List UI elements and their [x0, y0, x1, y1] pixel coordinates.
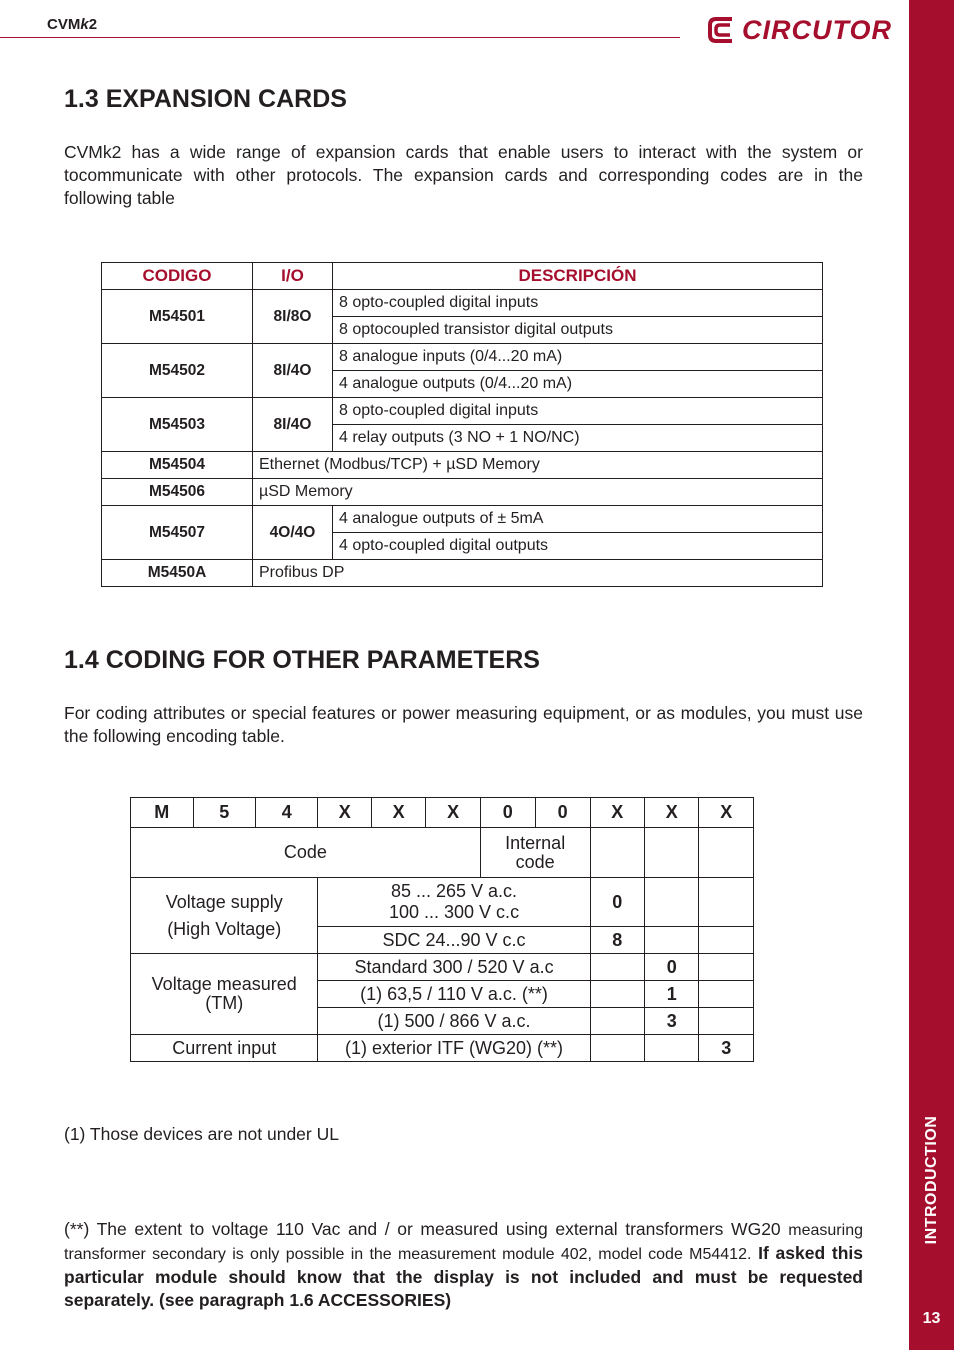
- table-row: [131, 878, 754, 927]
- section-title-coding: 1.4 CODING FOR OTHER PARAMETERS: [64, 646, 540, 674]
- code-value: 8: [590, 927, 644, 954]
- card-description: 8 opto-coupled digital inputs: [333, 290, 823, 317]
- circutor-logo: [706, 13, 893, 47]
- table-row: [131, 1035, 754, 1062]
- card-code: M54507: [102, 506, 253, 560]
- code-value: 0: [590, 878, 644, 927]
- card-io: 8I/4O: [253, 398, 333, 452]
- code-char: 4: [256, 798, 318, 828]
- card-code: M54503: [102, 398, 253, 452]
- voltage-measured-option: (1) 63,5 / 110 V a.c. (**): [318, 981, 590, 1008]
- code-char: 0: [480, 798, 535, 828]
- card-code: M5450A: [102, 560, 253, 587]
- section-paragraph: CVMk2 has a wide range of expansion cards that enable users to interact with the system or tocommunicate with other protocols. The expansion cards and corresponding codes are in the following table: [64, 142, 863, 208]
- card-io: 8I/4O: [253, 344, 333, 398]
- column-header-io: I/O: [253, 263, 333, 290]
- voltage-measured-option: (1) 500 / 866 V a.c.: [318, 1008, 590, 1035]
- voltage-measured-label: Voltage measured (TM): [131, 954, 318, 1035]
- footnote-ul: (1) Those devices are not under UL: [64, 1124, 339, 1144]
- code-char: X: [590, 798, 644, 828]
- code-label: Code: [131, 828, 481, 878]
- card-description: µSD Memory: [253, 479, 823, 506]
- voltage-supply-label: Voltage supply (High Voltage): [131, 878, 318, 954]
- current-input-label: Current input: [131, 1035, 318, 1062]
- code-value: 0: [645, 954, 699, 981]
- card-description: 8 optocoupled transistor digital outputs: [333, 317, 823, 344]
- code-char: X: [318, 798, 371, 828]
- brand-name: CIRCUTOR: [742, 15, 893, 45]
- table-row: [102, 479, 823, 506]
- table-row: [131, 954, 754, 981]
- card-code: M54501: [102, 290, 253, 344]
- card-io: 8I/8O: [253, 290, 333, 344]
- circutor-logo-icon: [706, 13, 740, 47]
- column-header-code: CODIGO: [102, 263, 253, 290]
- table-row: [102, 506, 823, 533]
- card-description: 8 analogue inputs (0/4...20 mA): [333, 344, 823, 371]
- card-code: M54502: [102, 344, 253, 398]
- table-row: [102, 452, 823, 479]
- table-header-row: [102, 263, 823, 290]
- code-value: 1: [645, 981, 699, 1008]
- card-io: 4O/4O: [253, 506, 333, 560]
- current-input-option: (1) exterior ITF (WG20) (**): [318, 1035, 590, 1062]
- code-char: X: [426, 798, 480, 828]
- code-char: X: [645, 798, 699, 828]
- label-row: [131, 828, 754, 878]
- header-rule: [0, 37, 680, 38]
- card-description: 4 analogue outputs (0/4...20 mA): [333, 371, 823, 398]
- chapter-label: INTRODUCTION: [922, 1115, 940, 1245]
- column-header-description: DESCRIPCIÓN: [333, 263, 823, 290]
- voltage-supply-option: 85 ... 265 V a.c. 100 ... 300 V c.c: [318, 878, 590, 927]
- card-code: M54504: [102, 452, 253, 479]
- code-value: 3: [645, 1008, 699, 1035]
- card-description: 8 opto-coupled digital inputs: [333, 398, 823, 425]
- page-number: 13: [922, 1310, 941, 1327]
- code-value: 3: [699, 1035, 754, 1062]
- expansion-cards-table: [101, 262, 823, 587]
- table-row: [102, 398, 823, 425]
- table-row: [102, 344, 823, 371]
- footnote-wg20: (**) The extent to voltage 110 Vac and / or measured using external transformers WG20 measuring transformer secondary is only possible in the measurement module 402, model code M54412. If asked this particular module should know that the display is not included and must be requested separately. (see paragraph 1.6 ACCESSORIES): [64, 1219, 863, 1310]
- encoding-table: [130, 797, 754, 1062]
- card-description: Profibus DP: [253, 560, 823, 587]
- card-description: 4 analogue outputs of ± 5mA: [333, 506, 823, 533]
- table-row: [102, 290, 823, 317]
- voltage-supply-option: SDC 24...90 V c.c: [318, 927, 590, 954]
- document-label: CVMk2: [47, 16, 98, 33]
- code-char: X: [699, 798, 754, 828]
- code-char: 0: [535, 798, 590, 828]
- chapter-sidebar: [909, 0, 954, 1350]
- code-char: M: [131, 798, 194, 828]
- section-title-expansion-cards: 1.3 EXPANSION CARDS: [64, 85, 347, 113]
- code-char: 5: [193, 798, 255, 828]
- code-char: X: [371, 798, 425, 828]
- internal-code-label: Internal code: [480, 828, 590, 878]
- card-description: 4 relay outputs (3 NO + 1 NO/NC): [333, 425, 823, 452]
- card-code: M54506: [102, 479, 253, 506]
- card-description: Ethernet (Modbus/TCP) + µSD Memory: [253, 452, 823, 479]
- card-description: 4 opto-coupled digital outputs: [333, 533, 823, 560]
- voltage-measured-option: Standard 300 / 520 V a.c: [318, 954, 590, 981]
- table-row: [102, 560, 823, 587]
- code-characters-row: [131, 798, 754, 828]
- section-paragraph: For coding attributes or special features or power measuring equipment, or as modules, you must use the following encoding table.: [64, 703, 863, 746]
